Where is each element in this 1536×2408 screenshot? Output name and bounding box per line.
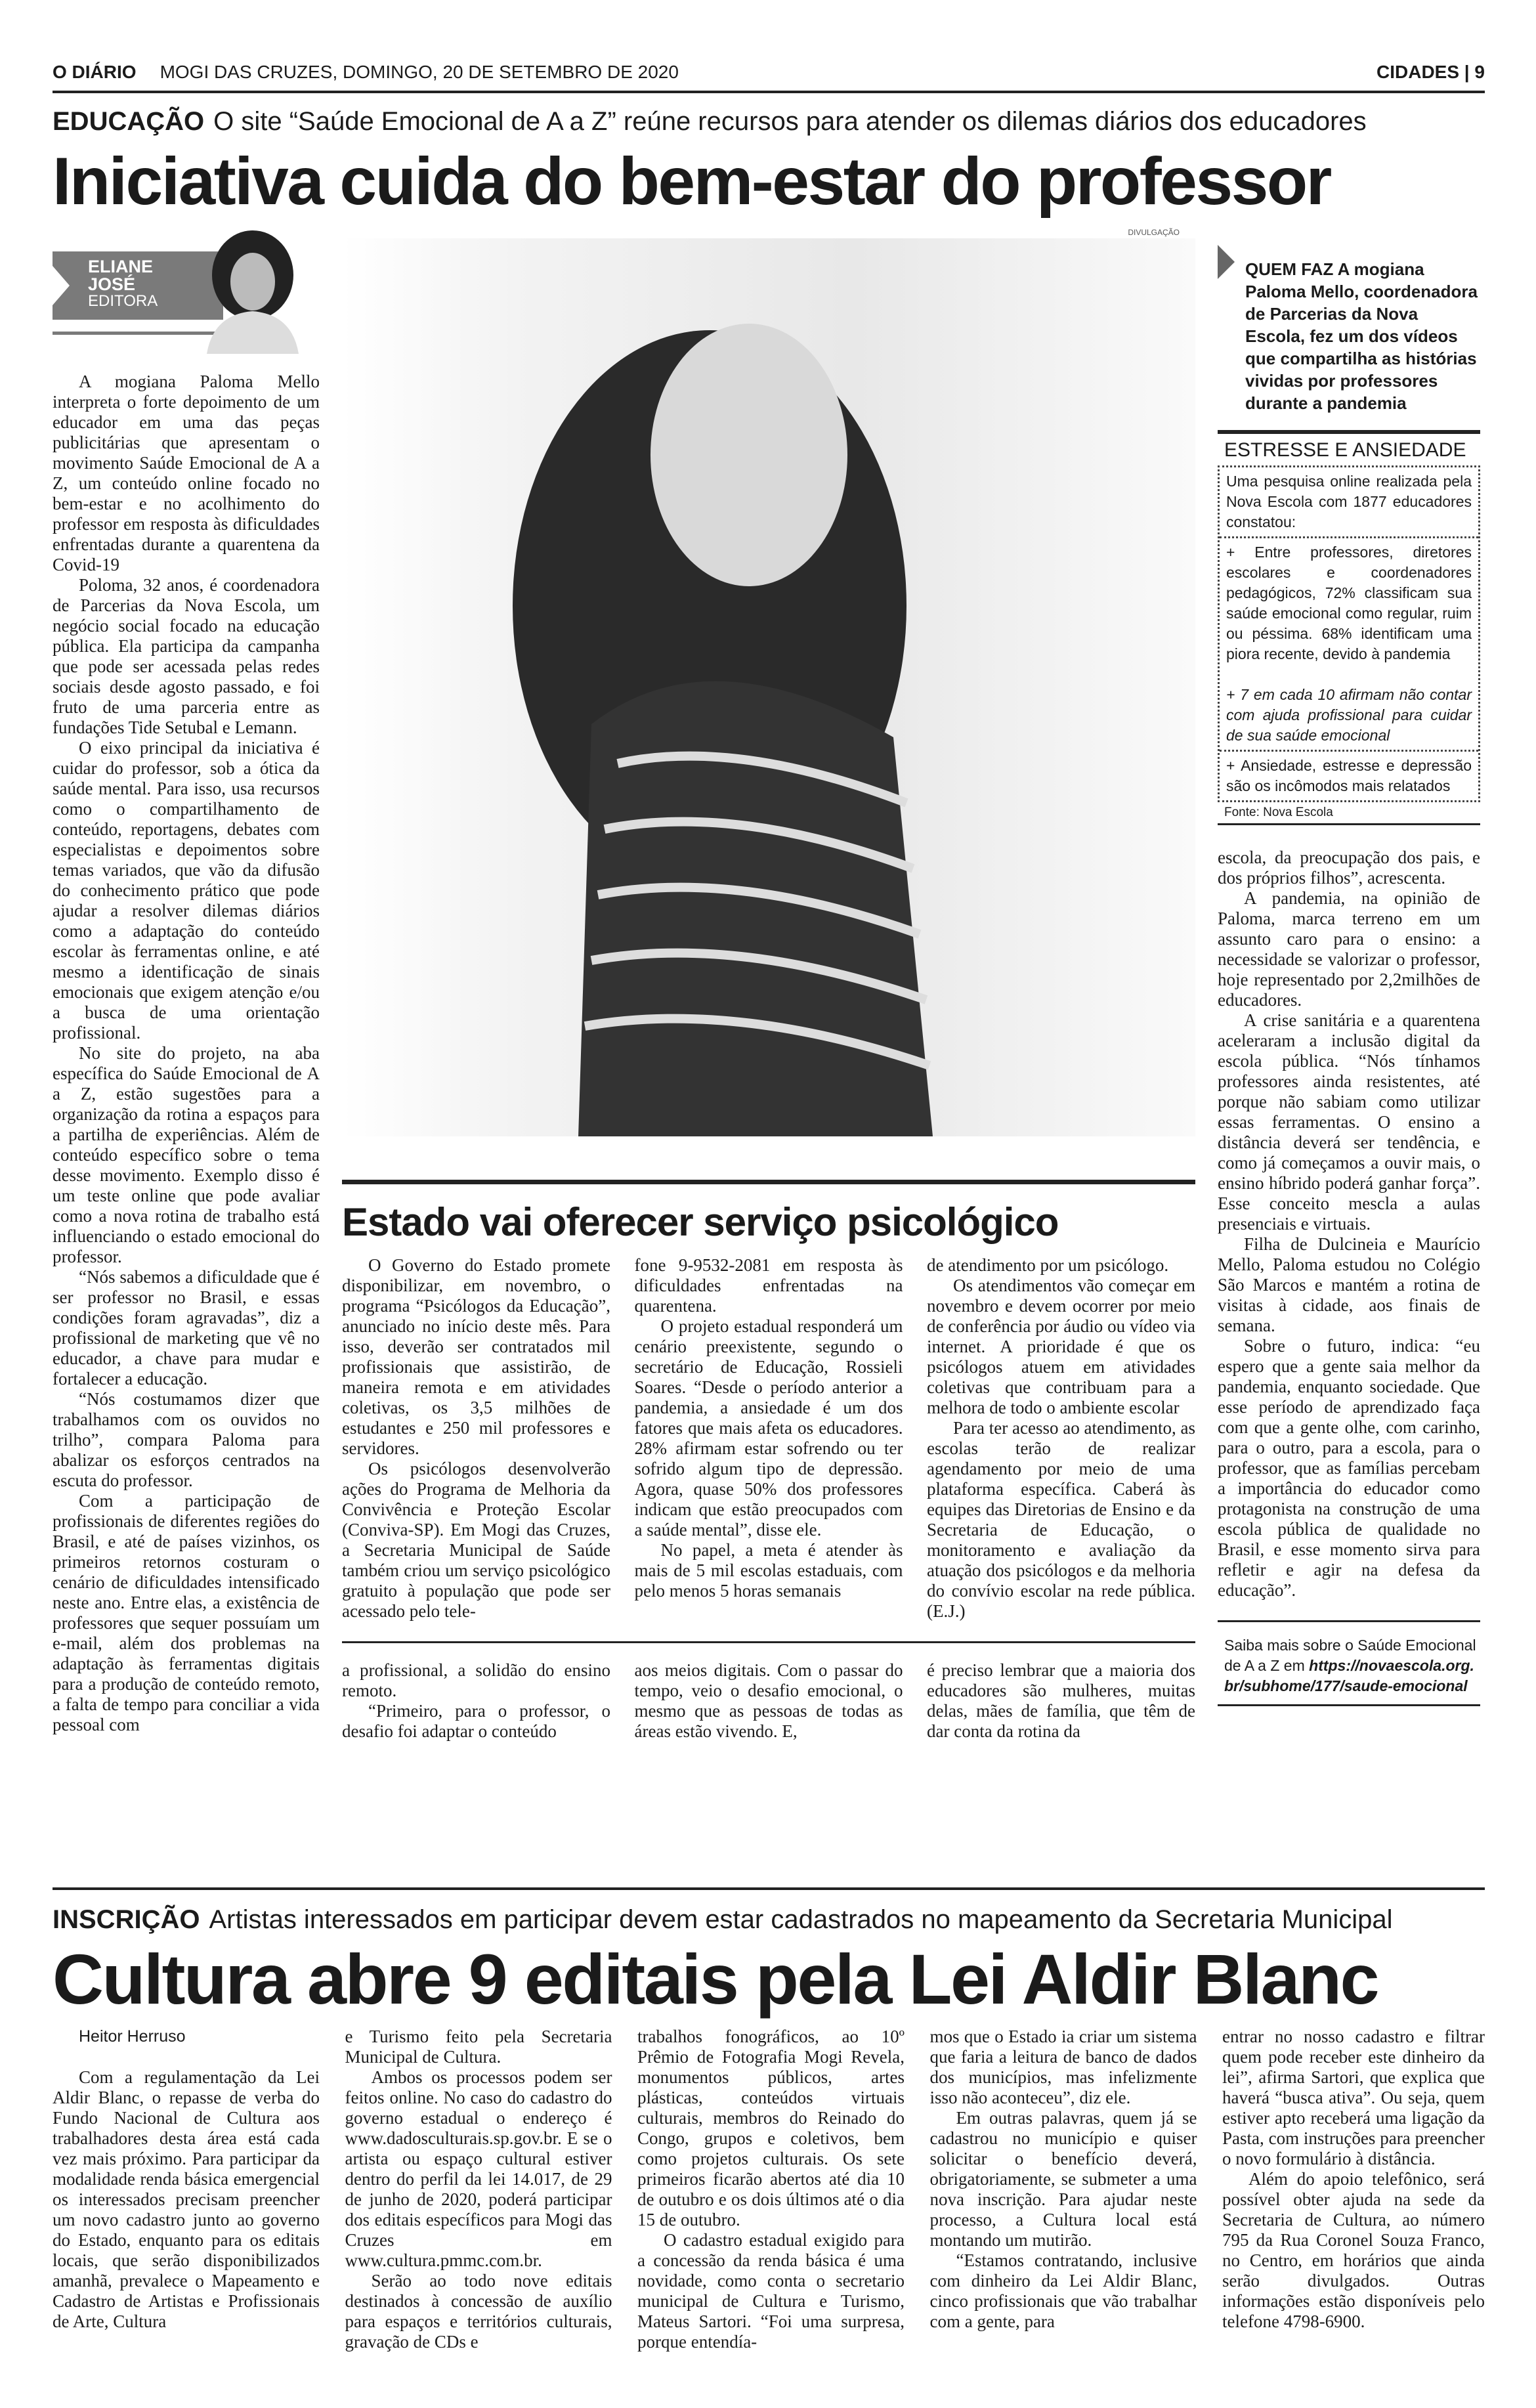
paragraph: é preciso lembrar que a maioria dos educadores são mulheres, muitas delas, mães de família, que têm de dar conta da rotina da [927, 1660, 1195, 1742]
divider [342, 1641, 1195, 1643]
middle-column [342, 226, 1195, 1868]
story2-col2 [345, 2027, 612, 2352]
story1-right-col [1218, 848, 1480, 1601]
paragraph: e Turismo feito pela Secretaria Municipal de Cultura. [345, 2027, 612, 2067]
infobox-title: ESTRESSE E ANSIEDADE [1224, 439, 1466, 462]
paragraph: O cadastro estadual exigido para a concessão da renda básica é uma novidade, como conta o secretario municipal de Cultura e Turismo, Mateus Sartori. “Foi uma surpresa, porque entendía- [637, 2230, 905, 2352]
story1-cont3 [927, 1660, 1195, 1742]
story2-first-column [53, 2027, 320, 2352]
paragraph: trabalhos fonográficos, ao 10º Prêmio de Fotografia Mogi Revela, monumentos públicos, artes plásticas, conteúdos virtuais culturais, membros do Reinado do Congo, grupos e coletivos, bem como projetos culturais. Os sete primeiros ficarão abertos até dia 10 de outubro e os dois últimos até o dia 15 de outubro. [637, 2027, 905, 2230]
paragraph: “Estamos contratando, inclusive com dinheiro da Lei Aldir Blanc, cinco profissionais que vão trabalhar com a gente, para [929, 2250, 1197, 2332]
story1-cont1 [342, 1660, 610, 1742]
author-first: ELIANE [88, 257, 154, 277]
story-kicker [53, 1904, 1485, 1935]
paragraph: aos meios digitais. Com o passar do tempo, veio o desafio emocional, o mesmo que as pessoas de todas as áreas estão vivendo. E, [634, 1660, 903, 1742]
paragraph: Poloma, 32 anos, é coordenadora de Parcerias da Nova Escola, um negócio social focado na educação pública. Ela participa da campanha que pode ser acessada pelas redes sociais desde agosto passado, e foi fruto de uma parceria entre as fundações Tide Setubal e Lemann. [53, 575, 320, 738]
author-role: EDITORA [88, 292, 158, 311]
paragraph: O projeto estadual responderá um cenário preexistente, segundo o secretário de Educação, Rossieli Soares. “Desde o período anterior a pandemia, a ansiedade é um dos fatores que mais afeta os educadores. 28% afirmam estar sofrendo ou ter sofrido algum tipo de depressão. Agora, quase 50% dos professores indicam que estão preocupados com a saúde mental”, disse ele. [634, 1316, 903, 1540]
page-header [53, 58, 1485, 87]
divider [53, 332, 217, 335]
paragraph: A pandemia, na opinião de Paloma, marca terreno em um assunto caro para o ensino: a necessidade se valorizar o professor, hoje representado por 2,2milhões de educadores. [1218, 888, 1480, 1010]
infobox-item [1220, 538, 1478, 752]
paragraph: O Governo do Estado promete disponibilizar, em novembro, o programa “Psicólogos da Educação”, anunciado no início deste mês. Para isso, deverão ser contratados mil profissionais que assistirão, de maneira remota e em atividades coletivas, os 3,5 milhões de estudantes e 250 mil professores e servidores. [342, 1255, 610, 1459]
photo-caption: QUEM FAZ A mogiana Paloma Mello, coordenadora de Parcerias da Nova Escola, fez um dos vídeos que compartilha as histórias vividas por professores durante a pandemia [1245, 259, 1478, 414]
byline: Heitor Herruso [79, 2027, 186, 2046]
author-last: JOSÉ [88, 274, 136, 295]
section-page: CIDADES | 9 [1376, 62, 1485, 82]
infobox [1218, 465, 1480, 802]
paragraph: No papel, a meta é atender às mais de 5 mil escolas estaduais, com pelo menos 5 horas semanais [634, 1540, 903, 1601]
woman-portrait-image [342, 238, 1195, 1136]
paragraph: Os atendimentos vão começar em novembro e devem ocorrer por meio de conferência por áudio ou vídeo via internet. A prioridade é que os psicólogos atuem em atividades coletivas que contribuam para a melhora de todo o ambiente escolar [927, 1276, 1195, 1418]
sidebar-col1 [342, 1255, 610, 1622]
sidebar-col2 [635, 1255, 903, 1622]
story2-columns [53, 2027, 1485, 2352]
more-info-text: Saiba mais sobre o Saúde Emocional de A a Z em [1224, 1637, 1476, 1675]
paragraph: Para ter acesso ao atendimento, as escolas terão de realizar agendamento por meio de uma plataforma específica. Caberá às equipes das Diretorias de Ensino e da Secretaria de Educação, o monitoramento e avaliação da atuação dos psicólogos e da melhoria do convívio escolar na rede pública. (E.J.) [927, 1418, 1195, 1622]
left-column [53, 226, 320, 1868]
paragraph: Em outras palavras, quem já se cadastrou no município e quiser solicitar o benefício deverá, obrigatoriamente, se submeter a uma nova inscrição. Para ajudar neste processo, a Cultura local está montando um mutirão. [929, 2108, 1197, 2250]
infobox-source: Fonte: Nova Escola [1224, 806, 1333, 820]
kicker-label: INSCRIÇÃO [53, 1905, 200, 1935]
paragraph: a profissional, a solidão do ensino remoto. [342, 1660, 610, 1701]
infobox-item-text: + 7 em cada 10 afirmam não contar com ajuda profissional para cuidar de sua saúde emocional [1226, 686, 1472, 744]
photo-credit: DIVULGAÇÃO [1128, 228, 1180, 238]
story2-col4 [930, 2027, 1197, 2352]
sidebar-columns [342, 1255, 1195, 1622]
paragraph: A mogiana Paloma Mello interpreta o forte depoimento de um educador em uma das peças publicitárias que apresentam o movimento Saúde Emocional de A a Z, um conteúdo online focado no bem-estar e no acolhimento do professor em resposta às dificuldades enfrentadas durante a quarentena da Covid-19 [53, 372, 320, 575]
story2-col1 [53, 2067, 320, 2332]
paragraph: Os psicólogos desenvolverão ações do Programa de Melhoria da Convivência e Proteção Escolar (Conviva-SP). Em Mogi das Cruzes, a Secretaria Municipal de Saúde também criou um serviço psicológico gratuito à população que pode ser acessado pelo tele- [342, 1459, 610, 1622]
author-tag [53, 251, 223, 320]
author-header [53, 226, 320, 372]
sidebar-headline: Estado vai oferecer serviço psicológico [342, 1200, 1059, 1245]
story2-col3 [637, 2027, 905, 2352]
paragraph: “Nós costumamos dizer que trabalhamos com os ouvidos no trilho”, compara Paloma para abalizar os esforços centrados na escuta do professor. [53, 1389, 320, 1491]
sidebar-col3 [927, 1255, 1195, 1622]
right-column [1218, 226, 1480, 1868]
author-photo [200, 229, 305, 354]
headline: Cultura abre 9 editais pela Lei Aldir Blanc [53, 1939, 1378, 2019]
story1-cont2 [635, 1660, 903, 1742]
headline: Iniciativa cuida do bem-estar do professor [53, 144, 1331, 219]
paragraph: A crise sanitária e a quarentena aceleraram a inclusão digital da escola pública. “Nós tínhamos professores ainda resistentes, até porque não sabiam como utilizar essas ferramentas. O ensino a distância deverá ser tendência, e como já começamos a ouvir mais, o ensino híbrido poderá ganhar força”. Esse conceito mescla a aulas presenciais e virtuais. [1218, 1010, 1480, 1234]
infobox-intro: Uma pesquisa online realizada pela Nova Escola com 1877 educadores constatou: [1220, 467, 1478, 538]
paragraph: entrar no nosso cadastro e filtrar quem pode receber este dinheiro da lei”, afirma Sartori, que explica que haverá “busca ativa”. Ou seja, quem estiver apto receberá uma ligação da Pasta, com instruções para preencher o novo formulário à distância. [1222, 2027, 1485, 2169]
story1-area [53, 226, 1485, 1868]
more-info-note [1224, 1635, 1477, 1696]
paragraph: “Nós sabemos a dificuldade que é ser professor no Brasil, e essas condições foram agravadas”, diz a profissional de marketing que vê no educador, a chave para mudar e fortalecer a educação. [53, 1267, 320, 1389]
divider [53, 91, 1485, 93]
main-photo [342, 238, 1195, 1136]
divider [1218, 823, 1480, 825]
infobox-item-text: + Entre professores, diretores escolares e coordenadores pedagógicos, 72% classificam sua saúde emocional como regular, ruim ou péssima. 68% identificam uma piora recente, devido à pandemia [1226, 544, 1472, 663]
deck: Artistas interessados em participar devem estar cadastrados no mapeamento da Secretaria Municipal [209, 1905, 1393, 1935]
story1-continuation [342, 1660, 1195, 1742]
paragraph: Filha de Dulcineia e Maurício Mello, Paloma estudou no Colégio São Marcos e mantém a rotina de visitas à cidade, aos finais de semana. [1218, 1234, 1480, 1336]
dateline: MOGI DAS CRUZES, DOMINGO, 20 DE SETEMBRO DE 2020 [160, 62, 679, 82]
paragraph: Ambos os processos podem ser feitos online. No caso do cadastro do governo estadual o endereço é www.dadosculturais.sp.gov.br. E se o artista ou espaço cultural estiver dentro do perfil da lei 14.017, de 29 de junho de 2020, poderá participar dos editais específicos para Mogi das Cruzes em www.cultura.pmmc.com.br. [345, 2067, 612, 2271]
kicker-label: EDUCAÇÃO [53, 107, 205, 136]
divider [1218, 1704, 1480, 1706]
story2-col5 [1222, 2027, 1485, 2352]
paragraph: escola, da preocupação dos pais, e dos próprios filhos”, acrescenta. [1218, 848, 1480, 888]
paragraph: fone 9-9532-2081 em resposta às dificuldades enfrentadas na quarentena. [634, 1255, 903, 1316]
divider [1218, 1620, 1480, 1622]
paragraph: Sobre o futuro, indica: “eu espero que a gente saia melhor da pandemia, enquanto sociedade. Que esse período de aprendizado faça com que a gente olhe, com carinho, para o outro, para a escola, para o professor, que as famílias percebam a importância do educador como protagonista na construção de uma escola pública de qualidade no Brasil, e esse momento sirva para refletir e agir na defesa da educação”. [1218, 1336, 1480, 1601]
paragraph: Com a participação de profissionais de diferentes regiões do Brasil, e até de países vizinhos, os primeiros retornos costuram o cenário de dificuldades intensificado neste ano. Entre elas, a existência de professores que sequer possuíam um e-mail, além dos problemas na adaptação às ferramentas digitais para a produção de conteúdo remoto, a falta de tempo para conciliar a vida pessoal com [53, 1491, 320, 1735]
divider [342, 1180, 1195, 1184]
paper-name: O DIÁRIO [53, 62, 137, 82]
more-info-link[interactable]: https://novaescola.org.br/subhome/177/saude-emocional [1224, 1657, 1474, 1695]
infobox-item: + Ansiedade, estresse e depressão são os incômodos mais relatados [1226, 757, 1472, 795]
story-kicker [53, 106, 1485, 137]
paragraph: Com a regulamentação da Lei Aldir Blanc, o repasse de verba do Fundo Nacional de Cultura aos trabalhadores desta área está cada vez mais próximo. Para participar da modalidade renda básica emergencial os interessados precisam preencher um novo cadastro junto ao governo do Estado, enquanto para os editais locais, que serão disponibilizados amanhã, prevalece o Mapeamento e Cadastro de Artistas e Profissionais de Arte, Cultura [53, 2067, 320, 2332]
divider [1218, 430, 1480, 434]
photo-caption-block [1218, 245, 1480, 414]
paragraph: No site do projeto, na aba específica do Saúde Emocional de A a Z, estão sugestões para a organização da rotina a espaços para a partilha de experiências. Além de conteúdo específico sobre o tema desse movimento. Exemplo disso é um teste online que pode avaliar como a nova rotina de trabalho está influenciando o estado emocional do professor. [53, 1043, 320, 1267]
caption-arrow-icon [1218, 245, 1235, 279]
paragraph: de atendimento por um psicólogo. [927, 1255, 1169, 1276]
paragraph: mos que o Estado ia criar um sistema que faria a leitura de banco de dados dos municípios, mas infelizmente isso não aconteceu”, diz ele. [929, 2027, 1197, 2108]
paragraph: O eixo principal da iniciativa é cuidar do professor, sob a ótica da saúde mental. Para isso, usa recursos como o compartilhamento de conteúdo, reportagens, debates com especialistas e depoimentos sobre temas variados, que vão da difusão do conhecimento prático que pode ajudar a resolver dilemas diários como a adaptação do conteúdo escolar às ferramentas online, e até mesmo a identificação de sinais emocionais que exigem atenção e/ou a busca de uma orientação profissional. [53, 738, 320, 1043]
story1-col1 [53, 372, 320, 1735]
divider [53, 1887, 1485, 1890]
paragraph: Além do apoio telefônico, será possível obter ajuda na sede da Secretaria de Cultura, ao número 795 da Rua Coronel Souza Franco, no Centro, em horários que ainda serão divulgados. Outras informações estão disponíveis pelo telefone 4798-6900. [1222, 2169, 1485, 2332]
paragraph: Serão ao todo nove editais destinados à concessão de auxílio para espaços e territórios culturais, gravação de CDs e [345, 2271, 612, 2352]
deck: O site “Saúde Emocional de A a Z” reúne recursos para atender os dilemas diários dos educadores [213, 107, 1367, 136]
paragraph: “Primeiro, para o professor, o desafio foi adaptar o conteúdo [342, 1701, 610, 1742]
